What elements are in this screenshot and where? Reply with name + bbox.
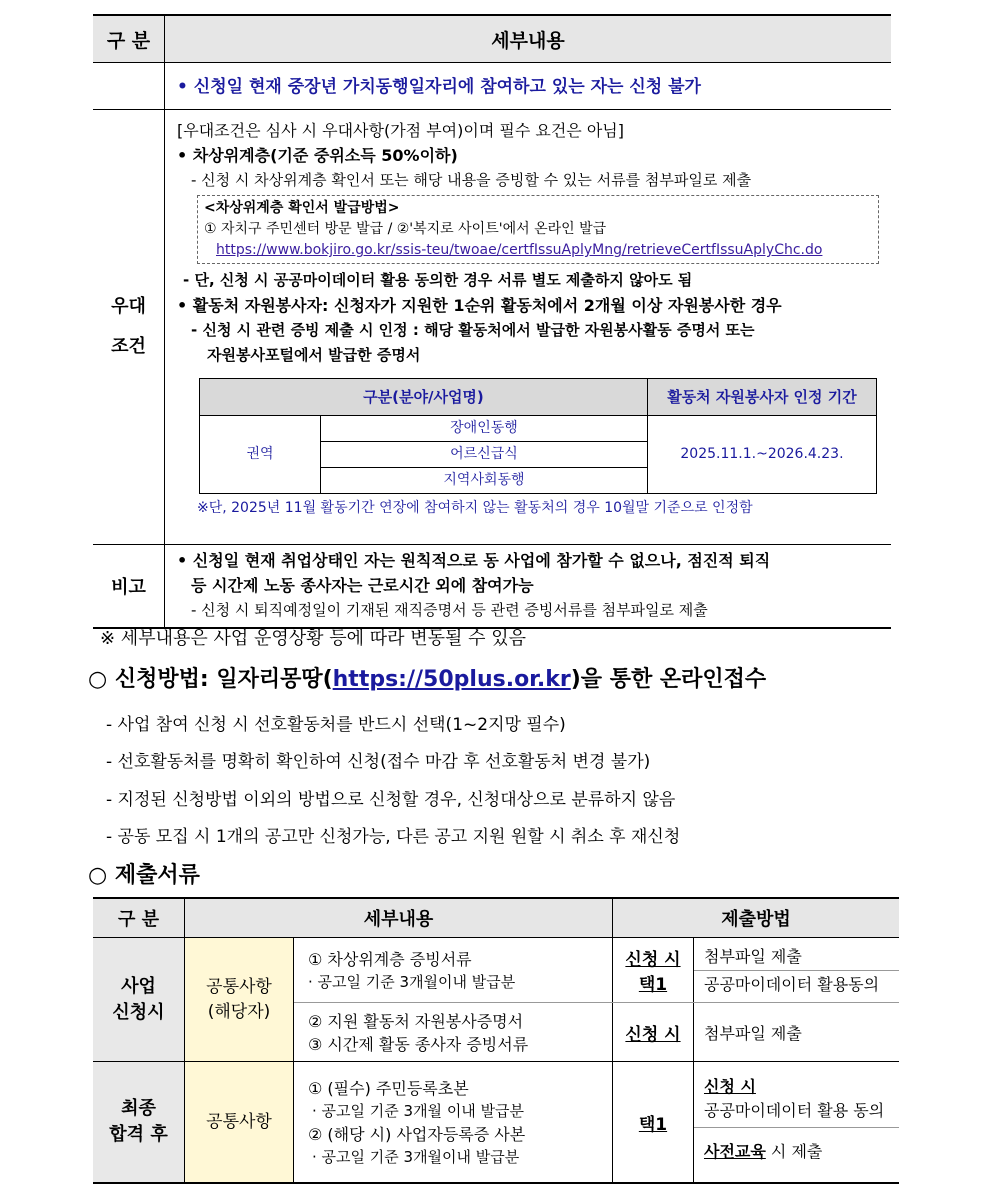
documents-heading: ○ 제출서류 [88, 863, 200, 888]
inner-item: 장애인동행 [321, 416, 648, 442]
docs-header-method: 제출방법 [612, 898, 899, 938]
header-details: 세부내용 [165, 15, 892, 63]
certificate-box-title: <차상위계층 확인서 발급방법> [204, 200, 400, 216]
certificate-box-line: ① 자치구 주민센터 방문 발급 / ②'복지로 사이트'에서 온라인 발급 [204, 221, 607, 237]
docs-header-details: 세부내용 [185, 898, 613, 938]
inner-item: 어르신급식 [321, 442, 648, 468]
docs-item: ③ 시간제 활동 종사자 증빙서류 [308, 1035, 529, 1054]
docs-sub-method: 공공마이데이터 활용동의 [703, 974, 880, 994]
docs-sub-method: 신청 시 [703, 1076, 756, 1096]
preference-item-2-sub2: 자원봉사포털에서 발급한 증명서 [207, 346, 421, 364]
docs-item: ② (해당 시) 사업자등록증 사본 [308, 1125, 526, 1144]
docs-row-final: 최종 합격 후 [93, 1062, 185, 1184]
method-item: - 선호활동처를 명확히 확인하여 신청(접수 마감 후 선호활동처 변경 불가) [106, 752, 651, 772]
inner-header-category: 구분(분야/사업명) [200, 379, 648, 416]
restriction-text: • 신청일 현재 중장년 가치동행일자리에 참여하고 있는 자는 신청 불가 [177, 76, 701, 97]
preference-label: 우대 조건 [93, 110, 165, 545]
docs-row-application: 사업 신청시 [93, 938, 185, 1062]
docs-method-b: 택1 [612, 1062, 693, 1184]
docs-common-a: 공통사항 (해당자) [185, 938, 294, 1062]
preference-item-2: • 활동처 자원봉사자: 신청자가 지원한 1순위 활동처에서 2개월 이상 자원봉사한 경우 [177, 296, 782, 315]
50plus-link[interactable]: https://50plus.or.kr [332, 667, 571, 692]
preference-item-1-note: - 단, 신청 시 공공마이데이터 활용 동의한 경우 서류 별도 제출하지 않아도 됨 [183, 271, 693, 289]
restriction-label [93, 63, 165, 110]
bokjiro-link[interactable]: https://www.bokjiro.go.kr/ssis-teu/twoae/certfIssuAplyMng/retrieveCertfIssuAplyChc.do [216, 242, 823, 258]
application-method-heading: ○ 신청방법: 일자리몽땅(https://50plus.or.kr)을 통한 온라인접수 [88, 667, 767, 692]
docs-common-b: 공통사항 [185, 1062, 294, 1184]
method-item: - 공동 모집 시 1개의 공고만 신청가능, 다른 공고 지원 원할 시 취소 후 재신청 [106, 827, 681, 847]
docs-sub-method: 사전교육 [703, 1141, 766, 1161]
preference-note: [우대조건은 심사 시 우대사항(가점 부여)이며 필수 요건은 아님] [177, 121, 624, 140]
inner-item: 지역사회동행 [321, 468, 648, 494]
docs-item: ① (필수) 주민등록초본 [308, 1079, 469, 1098]
remark-line-2: 등 시간제 노동 종사자는 근로시간 외에 참여가능 [191, 575, 534, 595]
preference-item-1-sub: - 신청 시 차상위계층 확인서 또는 해당 내용을 증빙할 수 있는 서류를 첨부파일로 제출 [191, 171, 752, 189]
header-category: 구 분 [93, 15, 165, 63]
docs-item: ② 지원 활동처 자원봉사증명서 [308, 1012, 524, 1031]
docs-item: ① 차상위계층 증빙서류 [308, 950, 472, 969]
method-item: - 사업 참여 신청 시 선호활동처를 반드시 선택(1~2지망 필수) [106, 715, 566, 735]
eligibility-table [93, 14, 891, 629]
change-notice: ※ 세부내용은 사업 운영상황 등에 따라 변동될 수 있음 [100, 628, 527, 649]
preference-item-1: • 차상위계층(기준 중위소득 50%이하) [177, 146, 458, 165]
docs-sub-method: 공공마이데이터 활용 동의 [703, 1100, 885, 1120]
docs-method-a2: 신청 시 [612, 1003, 693, 1062]
method-item: - 지정된 신청방법 이외의 방법으로 신청할 경우, 신청대상으로 분류하지 않음 [106, 790, 676, 810]
docs-item: · 공고일 기준 3개월이내 발급분 [312, 1148, 520, 1166]
certificate-box [197, 195, 879, 264]
docs-sub-method: 첨부파일 제출 [693, 1003, 899, 1062]
preference-item-2-sub1: - 신청 시 관련 증빙 제출 시 인정 : 해당 활동처에서 발급한 자원봉사활동 증명서 또는 [191, 321, 755, 339]
inner-group: 권역 [200, 416, 321, 494]
inner-header-period: 활동처 자원봉사자 인정 기간 [647, 379, 876, 416]
docs-method-a1: 신청 시 택1 [612, 938, 693, 1003]
remark-label: 비고 [93, 545, 165, 629]
docs-item: · 공고일 기준 3개월 이내 발급분 [312, 1102, 525, 1120]
remark-sub: - 신청 시 퇴직예정일이 기재된 재직증명서 등 관련 증빙서류를 첨부파일로 제출 [191, 600, 708, 619]
volunteer-period-table [199, 378, 877, 494]
docs-header-category: 구 분 [93, 898, 185, 938]
remark-line-1: • 신청일 현재 취업상태인 자는 원칙적으로 동 사업에 참가할 수 없으나, 점진적 퇴직 [177, 550, 771, 570]
documents-table: 구 분 세부내용 제출방법 사업 신청시 공통사항 (해당자) ① 차상위계층 증빙서류 · 공고일 기준 3개월이내 발급분 신청 시 택1 첨부파일 제출 공공마이데이터 활용동의 ② 지원 활동처 자원봉사증명서 ③ 시간제 활동 종사자 증빙서류 신청 시 첨부파일 제출 최종 합격 후 공통사항 ① (필수) 주민등록초본 · 공고일 기준 3개월 이내 발급분 ② (해당 시) 사업자등록증 사본 · 공고일 기준 3개월이내 발급분 택1 신청 시 공공마이데이터 활용 동의 사전교육 시 제출 [93, 897, 899, 1184]
inner-period: 2025.11.1.~2026.4.23. [647, 416, 876, 494]
docs-item: · 공고일 기준 3개월이내 발급분 [308, 973, 516, 991]
inner-note: ※단, 2025년 11월 활동기간 연장에 참여하지 않는 활동처의 경우 10월말 기준으로 인정함 [197, 500, 753, 516]
docs-sub-method: 첨부파일 제출 [694, 943, 899, 971]
